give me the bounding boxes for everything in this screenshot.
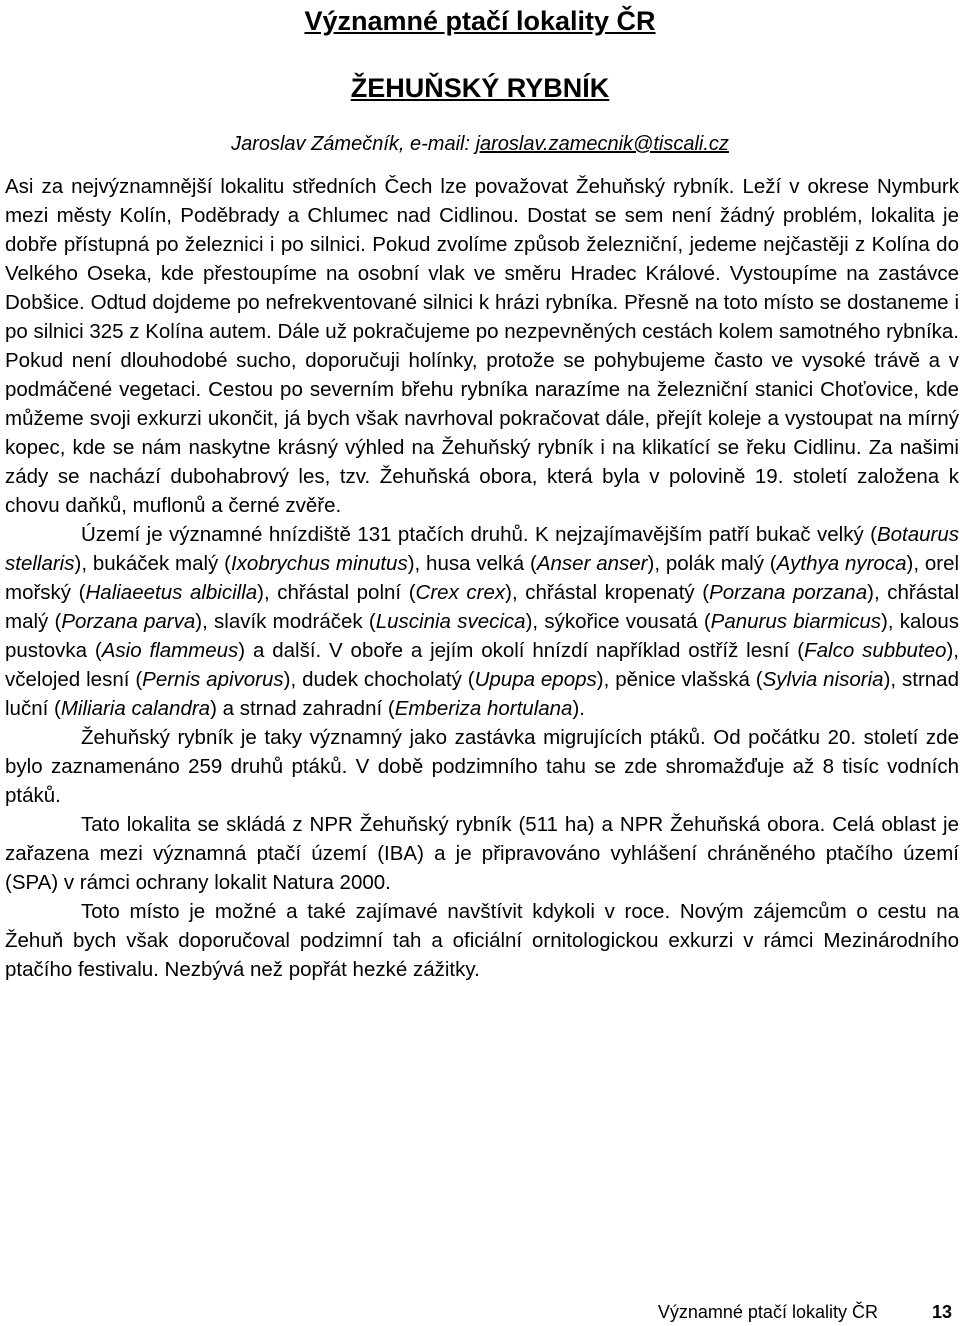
scientific-name: Porzana parva	[61, 610, 196, 633]
scientific-name: Panurus biarmicus	[710, 610, 881, 633]
paragraph-4: Tato lokalita se skládá z NPR Žehuňský rybník (511 ha) a NPR Žehuňská obora. Celá oblast je zařazena mezi významná ptačí území (IBA) a je připravováno vyhlášení chráněného ptačího území (SPA) v rámci ochrany lokalit Natura 2000.	[5, 813, 959, 894]
paragraph-2: Území je významné hnízdiště 131 ptačích druhů. K nejzajímavějším patří bukač velký (Botaurus stellaris), bukáček malý (Ixobrychus minutus), husa velká (Anser anser), polák malý (Aythya nyroca), orel mořský (Haliaeetus albicilla), chřástal polní (Crex crex), chřástal kropenatý (Porzana porzana), chřástal malý (Porzana parva), slavík modráček (Luscinia svecica), sýkořice vousatá (Panurus biarmicus), kalous pustovka (Asio flammeus) a další. V oboře a jejím okolí hnízdí například ostříž lesní (Falco subbuteo), včelojed lesní (Pernis apivorus), dudek chocholatý (Upupa epops), pěnice vlašská (Sylvia nisoria), strnad luční (Miliaria calandra) a strnad zahradní (Emberiza hortulana).	[5, 523, 960, 720]
scientific-name: Sylvia nisoria	[762, 668, 884, 691]
scientific-name: Aythya nyroca	[776, 552, 907, 575]
scientific-name: Porzana porzana	[709, 581, 868, 604]
paragraph-3: Žehuňský rybník je taky významný jako zastávka migrujících ptáků. Od počátku 20. století zde bylo zaznamenáno 259 druhů ptáků. V době podzimního tahu se zde shromažďuje až 8 tisíc vodních ptáků.	[5, 726, 959, 807]
scientific-name: Botaurus stellaris	[5, 523, 959, 575]
page-number: 13	[931, 1302, 952, 1322]
scientific-name: Pernis apivorus	[142, 668, 284, 691]
page-title: Významné ptačí lokality ČR	[304, 6, 656, 36]
scientific-name: Falco subbuteo	[804, 639, 947, 662]
article-title: ŽEHUŇSKÝ RYBNÍK	[350, 73, 610, 103]
scientific-name: Anser anser	[536, 552, 648, 575]
paragraph-5: Toto místo je možné a také zajímavé navštívit kdykoli v roce. Novým zájemcům o cestu na Žehuň bych však doporučoval podzimní tah a oficiální ornitologickou exkurzi v rámci Mezinárodního ptačího festivalu. Nezbývá než popřát hezké zážitky.	[5, 900, 959, 981]
scientific-name: Asio flammeus	[101, 639, 239, 662]
author-name: Jaroslav Zámečník, e-mail:	[231, 133, 476, 155]
article-body	[5, 172, 959, 984]
scientific-name: Crex crex	[415, 581, 506, 604]
scientific-name: Luscinia svecica	[375, 610, 526, 633]
footer-title: Významné ptačí lokality ČR	[657, 1302, 878, 1322]
scientific-name: Haliaeetus albicilla	[85, 581, 258, 604]
scientific-name: Miliaria calandra	[60, 697, 211, 720]
author-line	[0, 130, 960, 158]
page-footer	[658, 1300, 952, 1324]
scientific-name: Emberiza hortulana	[394, 697, 573, 720]
author-email-link[interactable]: jaroslav.zamecnik@tiscali.cz	[475, 133, 729, 155]
scientific-name: Upupa epops	[474, 668, 597, 691]
scientific-name: Ixobrychus minutus	[230, 552, 408, 575]
paragraph-1: Asi za nejvýznamnější lokalitu středních Čech lze považovat Žehuňský rybník. Leží v okrese Nymburk mezi městy Kolín, Poděbrady a Chlumec nad Cidlinou. Dostat se sem není žádný problém, lokalita je dobře přístupná po železnici i po silnici. Pokud zvolíme způsob železniční, jedeme nejčastěji z Kolína do Velkého Oseka, kde přestoupíme na osobní vlak ve směru Hradec Králové. Vystoupíme na zastávce Dobšice. Odtud dojdeme po nefrekventované silnici k hrázi rybníka. Přesně na toto místo se dostaneme i po silnici 325 z Kolína autem. Dále už pokračujeme po nezpevněných cestách kolem samotného rybníka. Pokud není dlouhodobé sucho, doporučuji holínky, protože se pohybujeme často ve vysoké trávě a v podmáčené vegetaci. Cestou po severním břehu rybníka narazíme na železniční stanici Choťovice, kde můžeme svoji exkurzi ukončit, já bych však navrhoval pokračovat dále, přejít koleje a vystoupat na mírný kopec, kde se nám naskytne krásný výhled na Žehuňský rybník i na klikatící se řeku Cidlinu. Za našimi zády se nachází dubohabrový les, tzv. Žehuňská obora, která byla v polovině 19. století založena k chovu daňků, muflonů a černé zvěře.	[5, 175, 959, 517]
